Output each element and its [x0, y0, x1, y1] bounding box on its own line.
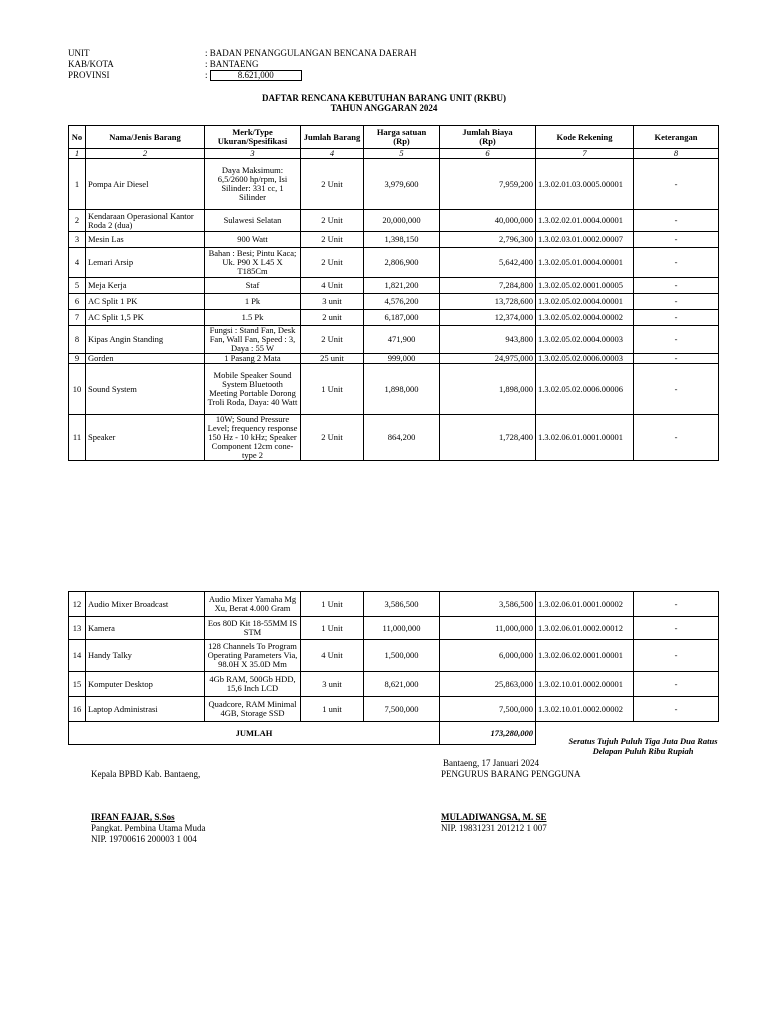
table-row: [69, 364, 719, 415]
row-unit-price: 2,806,900: [364, 248, 440, 278]
row-item-name: Pompa Air Diesel: [86, 159, 205, 210]
document-subtitle: TAHUN ANGGARAN 2024: [330, 103, 438, 113]
row-spec: Fungsi : Stand Fan, Desk Fan, Wall Fan, Speed : 3, Daya : 55 W: [205, 326, 301, 354]
row-no: 5: [69, 278, 86, 294]
col-index: 3: [205, 149, 301, 159]
col-merk-line1: Merk/Type: [232, 127, 273, 137]
row-no: 10: [69, 364, 86, 415]
row-total-cost: 7,959,200: [440, 159, 536, 210]
row-spec: Mobile Speaker Sound System Bluetooth Meeting Portable Dorong Troli Roda, Daya: 40 Watt: [205, 364, 301, 415]
row-item-name: AC Split 1,5 PK: [86, 310, 205, 326]
left-signer-name: IRFAN FAJAR, S.Sos: [91, 812, 175, 822]
row-qty: 3 unit: [301, 294, 364, 310]
row-note: -: [634, 415, 719, 461]
row-note: -: [634, 364, 719, 415]
total-value: 173,280,000: [440, 722, 536, 745]
row-account-code: 1.3.02.05.02.0004.00003: [536, 326, 634, 354]
row-no: 2: [69, 210, 86, 232]
col-harga-line2: (Rp): [393, 136, 410, 146]
row-qty: 4 Unit: [301, 278, 364, 294]
row-note: -: [634, 232, 719, 248]
row-total-cost: 1,728,400: [440, 415, 536, 461]
row-unit-price: 1,398,150: [364, 232, 440, 248]
row-spec: 1 Pk: [205, 294, 301, 310]
row-no: 9: [69, 354, 86, 364]
col-merk: [205, 126, 301, 149]
row-qty: 2 Unit: [301, 232, 364, 248]
row-note: -: [634, 326, 719, 354]
kab-row: [68, 59, 259, 69]
table-row: [69, 592, 719, 617]
table-row: [69, 697, 719, 722]
right-signer-title: PENGURUS BARANG PENGGUNA: [441, 769, 581, 779]
row-spec: Sulawesi Selatan: [205, 210, 301, 232]
row-spec: 1 Pasang 2 Mata: [205, 354, 301, 364]
table-row: [69, 248, 719, 278]
col-merk-line2: Ukuran/Spesifikasi: [217, 136, 288, 146]
row-no: 3: [69, 232, 86, 248]
row-account-code: 1.3.02.06.01.0001.00001: [536, 415, 634, 461]
row-account-code: 1.3.02.05.01.0004.00001: [536, 248, 634, 278]
total-words-line2: Delapan Puluh Ribu Rupiah: [592, 746, 694, 756]
table-row: [69, 326, 719, 354]
row-no: 13: [69, 617, 86, 640]
row-note: -: [634, 248, 719, 278]
row-qty: 2 Unit: [301, 326, 364, 354]
rkbu-table-part1: [68, 125, 719, 461]
row-spec: 128 Channels To Program Operating Parameters Via, 98.0H X 35.0D Mm: [205, 640, 301, 672]
table-row: [69, 159, 719, 210]
unit-value: : BADAN PENANGGULANGAN BENCANA DAERAH: [205, 48, 417, 58]
row-no: 4: [69, 248, 86, 278]
row-qty: 1 unit: [301, 697, 364, 722]
row-no: 12: [69, 592, 86, 617]
row-total-cost: 1,898,000: [440, 364, 536, 415]
row-account-code: 1.3.02.05.02.0004.00002: [536, 310, 634, 326]
row-account-code: 1.3.02.05.02.0006.00003: [536, 354, 634, 364]
kab-value: : BANTAENG: [205, 59, 259, 69]
total-label: JUMLAH: [69, 722, 440, 745]
row-note: -: [634, 210, 719, 232]
document-title: DAFTAR RENCANA KEBUTUHAN BARANG UNIT (RKBU): [262, 93, 506, 103]
col-index: 6: [440, 149, 536, 159]
row-note: -: [634, 640, 719, 672]
row-no: 7: [69, 310, 86, 326]
col-nama: Nama/Jenis Barang: [86, 126, 205, 149]
table-row: [69, 232, 719, 248]
col-jumlah: Jumlah Barang: [301, 126, 364, 149]
col-biaya-line1: Jumlah Biaya: [462, 127, 513, 137]
row-total-cost: 12,374,000: [440, 310, 536, 326]
table-row: [69, 672, 719, 697]
right-signer-name: MULADIWANGSA, M. SE: [441, 812, 547, 822]
row-no: 8: [69, 326, 86, 354]
row-spec: Bahan : Besi; Pintu Kaca; Uk. P90 X L45 X T185Cm: [205, 248, 301, 278]
row-account-code: 1.3.02.06.02.0001.00001: [536, 640, 634, 672]
rkbu-table-part2: [68, 591, 719, 745]
row-item-name: Laptop Administrasi: [86, 697, 205, 722]
row-unit-price: 3,979,600: [364, 159, 440, 210]
table-row: [69, 310, 719, 326]
left-signer-rank: Pangkat. Pembina Utama Muda: [91, 823, 206, 833]
row-account-code: 1.3.02.10.01.0002.00001: [536, 672, 634, 697]
row-item-name: Lemari Arsip: [86, 248, 205, 278]
row-no: 16: [69, 697, 86, 722]
row-note: -: [634, 672, 719, 697]
total-in-words: [543, 736, 743, 756]
row-item-name: Kamera: [86, 617, 205, 640]
row-qty: 1 Unit: [301, 364, 364, 415]
table-row: [69, 617, 719, 640]
col-harga-line1: Harga satuan: [376, 127, 427, 137]
row-total-cost: 943,800: [440, 326, 536, 354]
col-biaya-line2: (Rp): [479, 136, 496, 146]
prov-label: PROVINSI: [68, 70, 110, 80]
row-unit-price: 999,000: [364, 354, 440, 364]
row-qty: 2 Unit: [301, 415, 364, 461]
prov-colon: :: [205, 70, 208, 80]
row-item-name: Speaker: [86, 415, 205, 461]
row-spec: 4Gb RAM, 500Gb HDD, 15,6 Inch LCD: [205, 672, 301, 697]
row-account-code: 1.3.02.06.01.0001.00002: [536, 592, 634, 617]
row-item-name: Audio Mixer Broadcast: [86, 592, 205, 617]
row-item-name: Handy Talky: [86, 640, 205, 672]
row-total-cost: 24,975,000: [440, 354, 536, 364]
row-item-name: Gorden: [86, 354, 205, 364]
row-note: -: [634, 294, 719, 310]
row-no: 1: [69, 159, 86, 210]
right-signer-nip: NIP. 19831231 201212 1 007: [441, 823, 547, 833]
total-words-line1: Seratus Tujuh Puluh Tiga Juta Dua Ratus: [568, 736, 718, 746]
table-row: [69, 210, 719, 232]
table-row: [69, 640, 719, 672]
row-note: -: [634, 159, 719, 210]
row-item-name: Meja Kerja: [86, 278, 205, 294]
row-unit-price: 4,576,200: [364, 294, 440, 310]
row-unit-price: 1,821,200: [364, 278, 440, 294]
row-account-code: 1.3.02.03.01.0002.00007: [536, 232, 634, 248]
row-qty: 1 Unit: [301, 617, 364, 640]
row-item-name: Sound System: [86, 364, 205, 415]
row-spec: 10W; Sound Pressure Level; frequency response 150 Hz - 10 kHz; Speaker Component 12cm cone-type 2: [205, 415, 301, 461]
row-total-cost: 5,642,400: [440, 248, 536, 278]
row-qty: 4 Unit: [301, 640, 364, 672]
row-spec: 900 Watt: [205, 232, 301, 248]
row-no: 6: [69, 294, 86, 310]
row-qty: 3 unit: [301, 672, 364, 697]
row-no: 14: [69, 640, 86, 672]
row-total-cost: 7,500,000: [440, 697, 536, 722]
row-total-cost: 2,796,300: [440, 232, 536, 248]
row-note: -: [634, 697, 719, 722]
row-unit-price: 864,200: [364, 415, 440, 461]
table-row: [69, 354, 719, 364]
row-item-name: Komputer Desktop: [86, 672, 205, 697]
row-note: -: [634, 354, 719, 364]
row-total-cost: 11,000,000: [440, 617, 536, 640]
row-unit-price: 7,500,000: [364, 697, 440, 722]
row-total-cost: 6,000,000: [440, 640, 536, 672]
col-index: 2: [86, 149, 205, 159]
row-note: -: [634, 617, 719, 640]
row-spec: Daya Maksimum: 6,5/2600 hp/rpm, Isi Silinder: 331 cc, 1 Silinder: [205, 159, 301, 210]
row-total-cost: 13,728,600: [440, 294, 536, 310]
row-account-code: 1.3.02.02.01.0004.00001: [536, 210, 634, 232]
row-no: 15: [69, 672, 86, 697]
prov-value: 8.621,000: [210, 70, 302, 81]
col-index: 1: [69, 149, 86, 159]
row-item-name: Kipas Angin Standing: [86, 326, 205, 354]
row-qty: 2 unit: [301, 310, 364, 326]
row-account-code: 1.3.02.10.01.0002.00002: [536, 697, 634, 722]
left-signer-title: Kepala BPBD Kab. Bantaeng,: [91, 769, 201, 779]
row-unit-price: 471,900: [364, 326, 440, 354]
row-spec: 1.5 Pk: [205, 310, 301, 326]
row-total-cost: 25,863,000: [440, 672, 536, 697]
col-index: 5: [364, 149, 440, 159]
row-qty: 2 Unit: [301, 210, 364, 232]
row-unit-price: 1,500,000: [364, 640, 440, 672]
row-no: 11: [69, 415, 86, 461]
unit-label: UNIT: [68, 48, 90, 58]
row-account-code: 1.3.02.05.02.0004.00001: [536, 294, 634, 310]
row-unit-price: 20,000,000: [364, 210, 440, 232]
row-unit-price: 1,898,000: [364, 364, 440, 415]
row-account-code: 1.3.02.05.02.0006.00006: [536, 364, 634, 415]
row-qty: 1 Unit: [301, 592, 364, 617]
row-account-code: 1.3.02.06.01.0002.00012: [536, 617, 634, 640]
col-no: No: [69, 126, 86, 149]
row-note: -: [634, 310, 719, 326]
row-total-cost: 40,000,000: [440, 210, 536, 232]
row-unit-price: 6,187,000: [364, 310, 440, 326]
col-index: 8: [634, 149, 719, 159]
row-account-code: 1.3.02.01.03.0005.00001: [536, 159, 634, 210]
kab-label: KAB/KOTA: [68, 59, 114, 69]
column-index-row: [69, 149, 719, 159]
row-unit-price: 3,586,500: [364, 592, 440, 617]
row-item-name: AC Split 1 PK: [86, 294, 205, 310]
table-row: [69, 294, 719, 310]
row-unit-price: 8,621,000: [364, 672, 440, 697]
row-unit-price: 11,000,000: [364, 617, 440, 640]
col-harga: [364, 126, 440, 149]
left-signer-nip: NIP. 19700616 200003 1 004: [91, 834, 197, 844]
row-note: -: [634, 278, 719, 294]
row-item-name: Kendaraan Operasional Kantor Roda 2 (dua): [86, 210, 205, 232]
prov-row: [68, 70, 302, 81]
row-note: -: [634, 592, 719, 617]
col-index: 4: [301, 149, 364, 159]
row-qty: 25 unit: [301, 354, 364, 364]
row-total-cost: 3,586,500: [440, 592, 536, 617]
row-qty: 2 Unit: [301, 248, 364, 278]
place-date: Bantaeng, 17 Januari 2024: [443, 758, 539, 768]
col-index: 7: [536, 149, 634, 159]
row-qty: 2 Unit: [301, 159, 364, 210]
row-spec: Staf: [205, 278, 301, 294]
row-spec: Audio Mixer Yamaha Mg Xu, Berat 4.000 Gram: [205, 592, 301, 617]
table-header-row: [69, 126, 719, 149]
row-spec: Quadcore, RAM Minimal 4GB, Storage SSD: [205, 697, 301, 722]
row-total-cost: 7,284,800: [440, 278, 536, 294]
col-biaya: [440, 126, 536, 149]
row-item-name: Mesin Las: [86, 232, 205, 248]
unit-row: [68, 48, 417, 58]
row-account-code: 1.3.02.05.02.0001.00005: [536, 278, 634, 294]
table-row: [69, 415, 719, 461]
row-spec: Eos 80D Kit 18-55MM IS STM: [205, 617, 301, 640]
table-row: [69, 278, 719, 294]
col-ket: Keterangan: [634, 126, 719, 149]
col-kode: Kode Rekening: [536, 126, 634, 149]
